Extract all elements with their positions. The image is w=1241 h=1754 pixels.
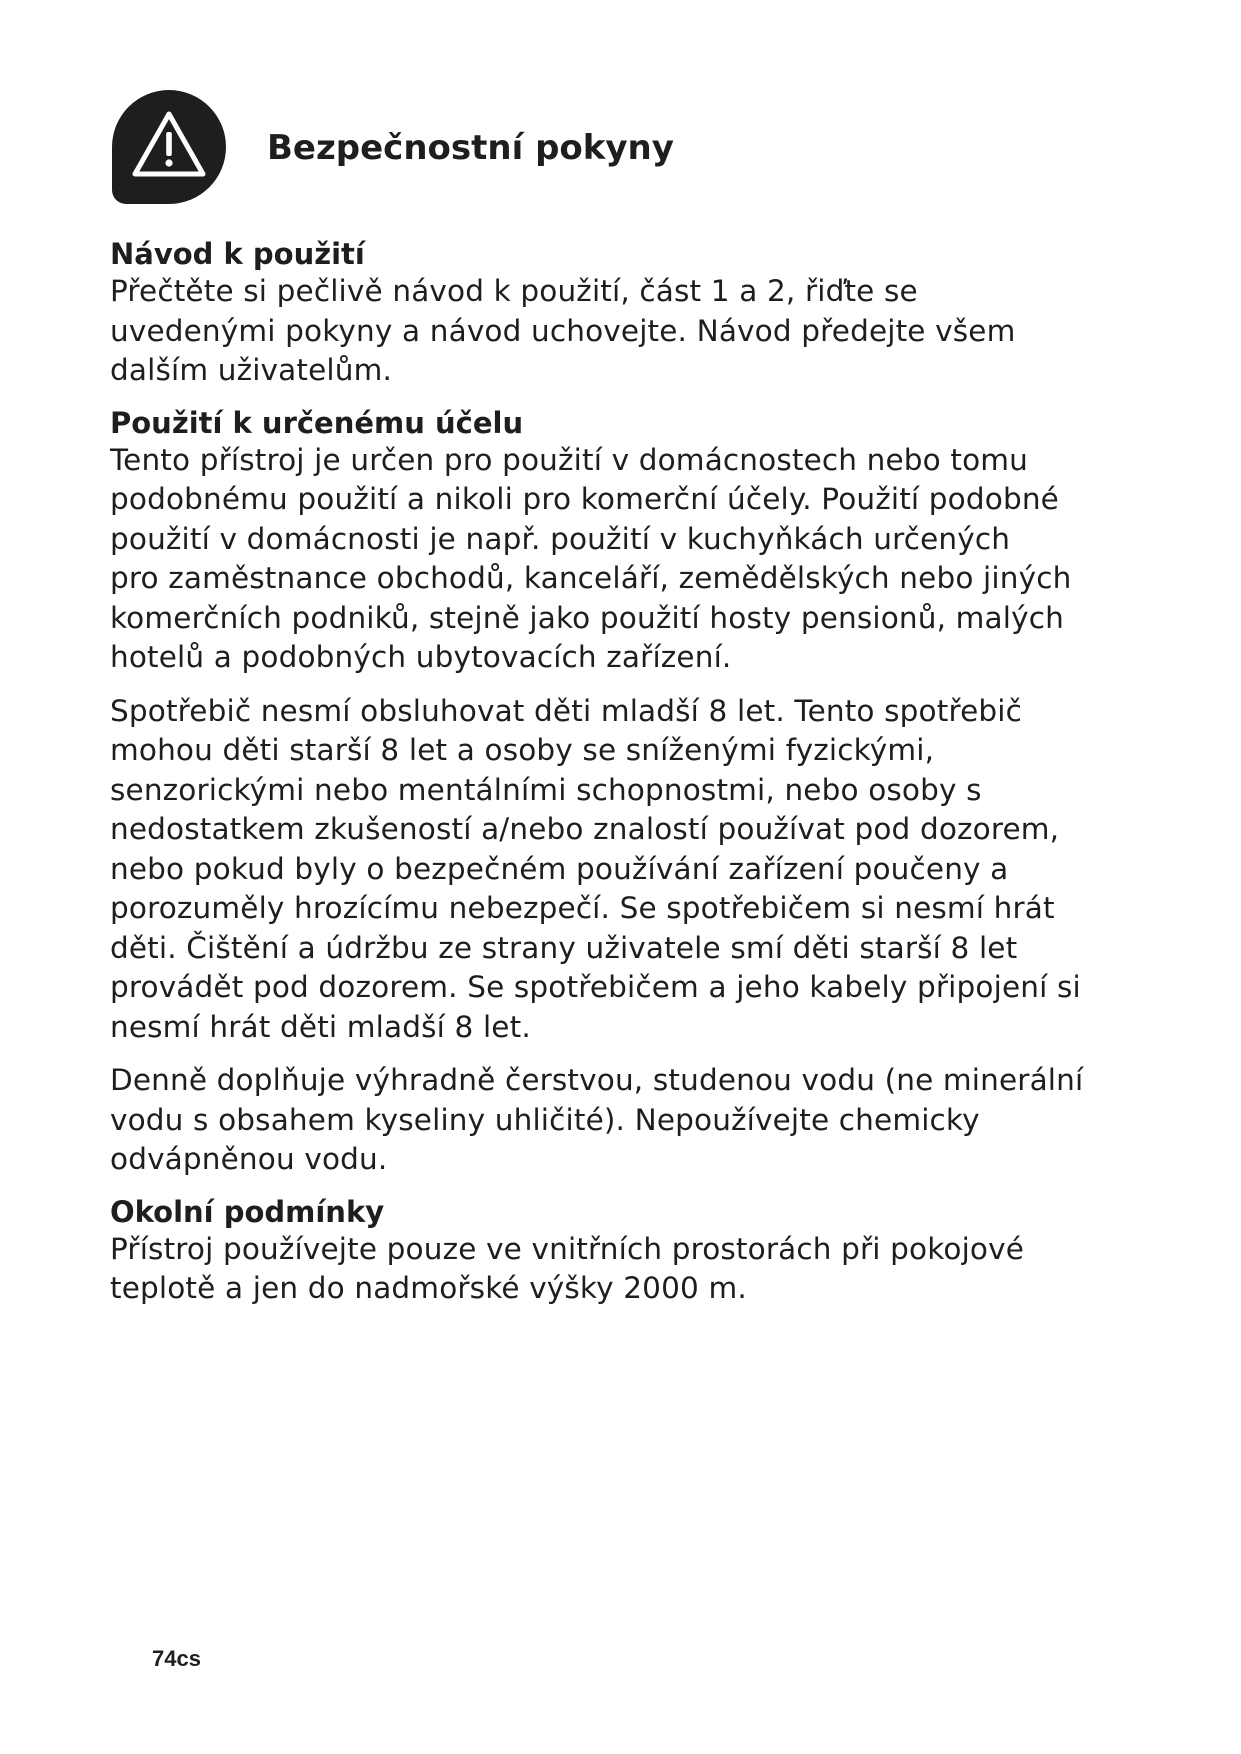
section-intended-use [110, 405, 1130, 678]
paragraph-children-safety [110, 692, 1130, 1048]
text-line: děti. Čištění a údržbu ze strany uživatele smí děti starší 8 let [110, 930, 1018, 965]
paragraph-intended-use [110, 441, 1130, 678]
document-body [110, 236, 1130, 1309]
text-line: teplotě a jen do nadmořské výšky 2000 m. [110, 1271, 747, 1305]
text-line: Přístroj používejte pouze ve vnitřních prostorách při pokojové [110, 1231, 1025, 1266]
text-line: uvedenými pokyny a návod uchovejte. Návod předejte všem [110, 313, 1016, 348]
paragraph-water [110, 1061, 1130, 1180]
page-title: Bezpečnostní pokyny [267, 128, 674, 168]
section-instructions [110, 236, 1130, 391]
text-line: mohou děti starší 8 let a osoby se sníženými fyzickými, [110, 733, 935, 767]
text-line: nedostatkem zkušeností a/nebo znalostí používat pod dozorem, [110, 812, 1060, 846]
text-line: provádět pod dozorem. Se spotřebičem a jeho kabely připojení si [110, 970, 1081, 1004]
text-line: porozuměly hrozícímu nebezpečí. Se spotřebičem si nesmí hrát [110, 891, 1055, 925]
text-line: dalším uživatelům. [110, 353, 393, 387]
paragraph-instructions [110, 272, 1130, 391]
text-line: Tento přístroj je určen pro použití v domácnostech nebo tomu [110, 442, 1029, 477]
page-header [112, 90, 1012, 204]
warning-triangle-icon [131, 110, 207, 178]
text-line: Spotřebič nesmí obsluhovat děti mladší 8 let. Tento spotřebič [110, 693, 1022, 728]
section-heading: Použití k určenému účelu [110, 405, 524, 440]
text-line: použití v domácnosti je např. použití v kuchyňkách určených [110, 521, 1011, 556]
page-number: 74cs [152, 1646, 201, 1671]
text-line: nebo pokud byly o bezpečném používání zařízení poučeny a [110, 851, 1009, 886]
paragraph-environment [110, 1230, 1130, 1309]
text-line: odvápněnou vodu. [110, 1142, 388, 1176]
text-line: podobnému použití a nikoli pro komerční účely. Použití podobné [110, 482, 1059, 516]
text-line: komerčních podniků, stejně jako použití hosty pensionů, malých [110, 600, 1064, 635]
text-line: Přečtěte si pečlivě návod k použití, část 1 a 2, řiďte se [110, 274, 918, 308]
text-line: nesmí hrát děti mladší 8 let. [110, 1009, 531, 1044]
section-heading: Návod k použití [110, 237, 365, 271]
text-line: vodu s obsahem kyseliny uhličité). Nepoužívejte chemicky [110, 1102, 980, 1137]
text-line: pro zaměstnance obchodů, kanceláří, zemědělských nebo jiných [110, 561, 1072, 595]
text-line: hotelů a podobných ubytovacích zařízení. [110, 640, 732, 674]
section-heading: Okolní podmínky [110, 1194, 385, 1229]
text-line: Denně doplňuje výhradně čerstvou, studenou vodu (ne minerální [110, 1063, 1084, 1097]
text-line: senzorickými nebo mentálními schopnostmi, nebo osoby s [110, 772, 982, 807]
warning-badge [112, 90, 226, 204]
section-environment [110, 1194, 1130, 1309]
